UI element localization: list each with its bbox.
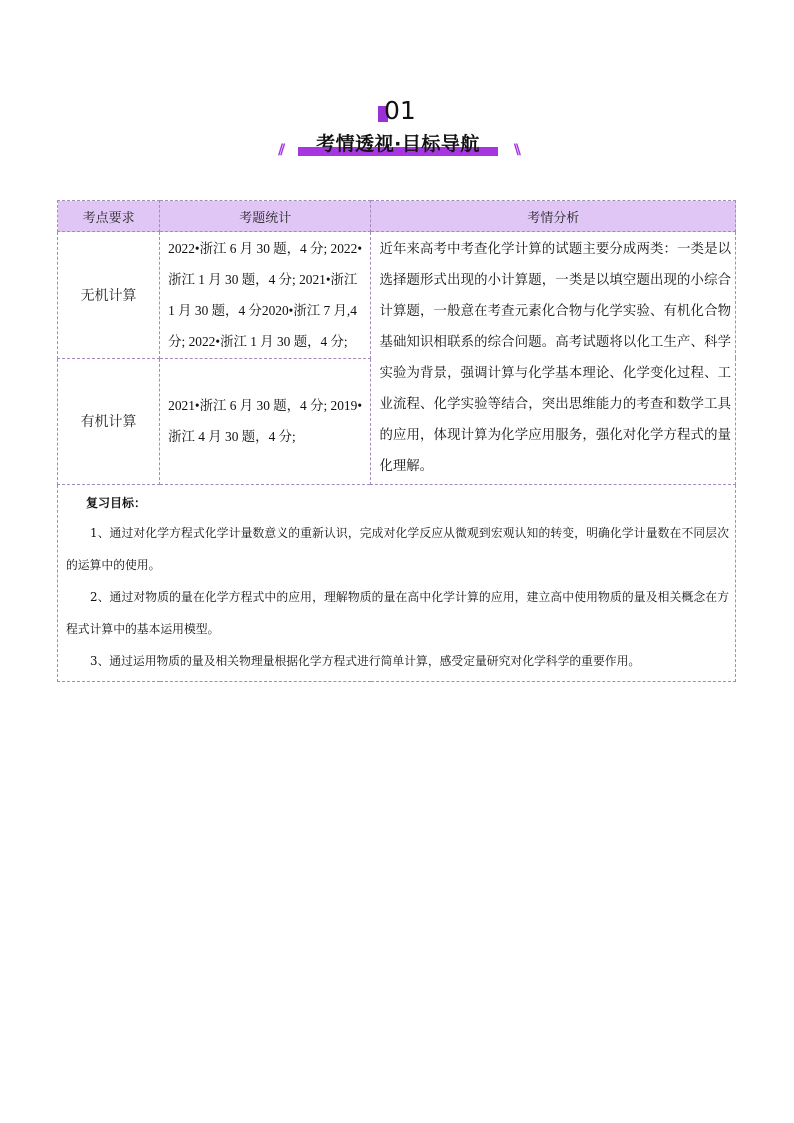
review-title: 复习目标： <box>86 496 147 510</box>
banner-deco-right: \\ <box>513 142 518 158</box>
table-header-row <box>58 201 736 232</box>
section-banner <box>278 130 518 160</box>
review-item: 2、通过对物质的量在化学方程式中的应用，理解物质的量在高中化学计算的应用，建立高中使用物质的量及相关概念在方程式计算中的基本运用模型。 <box>66 590 729 636</box>
exam-analysis-table <box>57 200 736 682</box>
stats-cell: 2021•浙江 6 月 30 题，4 分; 2019•浙江 4 月 30 题，4 分; <box>160 358 371 485</box>
review-row <box>58 485 736 682</box>
header-cell-requirement: 考点要求 <box>58 201 160 232</box>
header-cell-analysis: 考情分析 <box>371 201 736 232</box>
review-item: 3、通过运用物质的量及相关物理量根据化学方程式进行简单计算，感受定量研究对化学科学的重要作用。 <box>90 654 641 668</box>
analysis-cell: 近年来高考中考查化学计算的试题主要分成两类：一类是以选择题形式出现的小计算题，一类是以填空题出现的小综合计算题，一般意在考查元素化合物与化学实验、有机化合物基础知识相联系的综合问题。高考试题将以化工生产、科学实验为背景，强调计算与化学基本理论、化学变化过程、工业流程、化学实验等结合，突出思维能力的考查和数学工具的应用，体现计算为化学应用服务，强化对化学方程式的量化理解。 <box>371 232 736 485</box>
table-row <box>58 232 736 359</box>
section-number-text: 01 <box>384 96 416 125</box>
topic-cell: 无机计算 <box>58 232 160 359</box>
banner-title: 考情透视·目标导航 <box>316 133 480 155</box>
stats-cell: 2022•浙江 6 月 30 题，4 分; 2022•浙江 1 月 30 题，4 分; 2021•浙江 1 月 30 题，4 分2020•浙江 7 月,4 分; 2022•浙江 1 月 30 题，4 分; <box>160 232 371 359</box>
banner-deco-left: // <box>278 142 283 158</box>
topic-cell: 有机计算 <box>58 358 160 485</box>
review-cell <box>58 485 736 682</box>
section-number <box>372 96 422 128</box>
header-cell-statistics: 考题统计 <box>160 201 371 232</box>
review-item: 1、通过对化学方程式化学计量数意义的重新认识，完成对化学反应从微观到宏观认知的转变，明确化学计量数在不同层次的运算中的使用。 <box>66 526 729 572</box>
